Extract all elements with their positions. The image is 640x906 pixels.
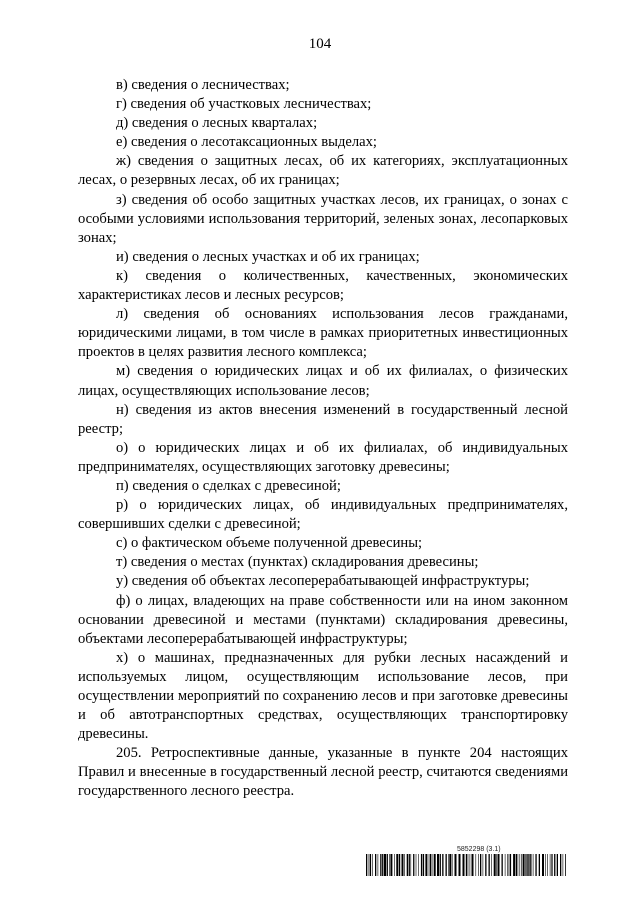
barcode-bar [505,854,506,876]
barcode-bar [535,854,536,876]
body-text [78,76,568,802]
paragraph-s: с) о фактическом объеме полученной древесины; [116,535,423,552]
barcode-bar [530,854,531,876]
barcode-bar [478,854,479,876]
barcode-bar [375,854,376,876]
paragraph-v: в) сведения о лесничествах; [116,77,290,93]
barcode-bar [521,854,522,876]
barcode-bar [476,854,477,876]
paragraph-t: т) сведения о местах (пунктах) складирования древесины; [116,554,479,571]
barcode-bar [448,854,449,876]
paragraph-o: о) о юридических лицах и об их филиалах, об индивидуальных предпринимателях, осуществляющих заготовку древесины; [78,439,568,475]
paragraph-z: з) сведения об особо защитных участках лесов, их границах, о зонах с особыми условиями использования территорий, зеленых зонах, лесопарковых зонах; [78,191,568,246]
barcode [366,854,566,876]
barcode-bar [472,854,474,876]
paragraph-l: л) сведения об основаниях использования лесов гражданами, юридическими лицами, в том числе в рамках приоритетных инвестиционных проектов в целях развития лесного комплекса; [78,306,568,361]
barcode-bar [407,854,408,876]
barcode-bar [370,854,371,876]
barcode-bar [563,854,564,876]
barcode-bar [526,854,527,876]
barcode-bar [494,854,496,876]
barcode-bar [430,854,431,876]
barcode-bar [449,854,451,876]
barcode-bar [485,854,486,876]
document-code: 5852298 (3.1) [457,846,501,853]
paragraph-f: ф) о лицах, владеющих на праве собственности или на ином законном основании древесиной и местами (пунктами) складирования древесины, объектами лесоперерабатывающей инфраструктуры; [78,592,568,647]
barcode-bar [416,854,417,876]
paragraph-205: 205. Ретроспективные данные, указанные в пункте 204 настоящих Правил и внесенные в государственный лесной реестр, считаются сведениями государственного лесного реестра. [78,745,568,800]
barcode-bar [390,854,392,876]
barcode-bar [557,854,558,876]
barcode-bar [421,854,422,876]
paragraph-d: д) сведения о лесных кварталах; [116,115,318,132]
barcode-bar [498,854,500,876]
barcode-bar [509,854,510,876]
paragraph-u: у) сведения об объектах лесоперерабатывающей инфраструктуры; [116,573,530,590]
barcode-bar [380,854,381,876]
barcode-bar [404,854,405,876]
paragraph-n: н) сведения из актов внесения изменений в государственный лесной реестр; [78,401,568,437]
barcode-bar [513,854,515,876]
barcode-bar [418,854,419,876]
barcode-bar [440,854,441,876]
barcode-bar [409,854,410,876]
paragraph-e: е) сведения о лесотаксационных выделах; [116,134,377,151]
barcode-bar [394,854,395,876]
barcode-bar [463,854,465,876]
paragraph-p: п) сведения о сделках с древесиной; [116,477,341,494]
paragraph-kh: х) о машинах, предназначенных для рубки лесных насаждений и используемых лицом, осуществляющим использование лесов, при осуществлении мероприятий по сохранению лесов и при заготовке древесины и об автотранспортных средствах, осуществляющих транспортировку древесины. [78,649,568,743]
barcode-bar [429,854,430,876]
barcode-bar [550,854,551,876]
barcode-bar [442,854,443,876]
barcode-bar [554,854,555,876]
barcode-bar [516,854,517,876]
barcode-bar [452,854,453,876]
barcode-bar [378,854,379,876]
barcode-bar [491,854,492,876]
barcode-bar [369,854,370,876]
barcode-bar [545,854,546,876]
barcode-bar [468,854,469,876]
paragraph-g: г) сведения об участковых лесничествах; [116,96,372,113]
barcode-bar [366,854,367,876]
barcode-bar [547,854,548,876]
barcode-bar [565,854,566,876]
barcode-bar [455,854,457,876]
barcode-bar [507,854,508,876]
barcode-bar [402,854,404,876]
barcode-bar [489,854,490,876]
barcode-bar [502,854,503,876]
barcode-bar [551,854,552,876]
barcode-bar [525,854,526,876]
barcode-bar [413,854,414,876]
barcode-bar [399,854,400,876]
barcode-bar [520,854,521,876]
barcode-bar [425,854,427,876]
page-number: 104 [308,36,332,52]
barcode-bar [466,854,467,876]
barcode-bar [552,854,553,876]
barcode-bar [483,854,484,876]
barcode-bar [480,854,481,876]
barcode-bar [533,854,534,876]
barcode-bar [432,854,433,876]
barcode-bar [372,854,373,876]
barcode-bar [518,854,519,876]
barcode-bar [396,854,398,876]
barcode-bar [423,854,424,876]
paragraph-i: и) сведения о лесных участках и об их границах; [116,248,420,265]
barcode-bar [387,854,388,876]
barcode-bar [560,854,561,876]
barcode-bar [389,854,390,876]
paragraph-m: м) сведения о юридических лицах и об их филиалах, о физических лицах, осуществляющих использование лесов; [78,363,568,399]
barcode-bar [384,854,386,876]
barcode-bar [528,854,529,876]
barcode-bar [542,854,544,876]
barcode-bar [446,854,447,876]
paragraph-zh: ж) сведения о защитных лесах, об их категориях, эксплуатационных лесах, о резервных лесах, об их границах; [78,153,568,189]
barcode-bar [496,854,497,876]
barcode-bar [459,854,461,876]
barcode-bar [470,854,471,876]
barcode-bar [523,854,525,876]
barcode-bar [382,854,383,876]
barcode-bar [510,854,511,876]
barcode-bar [437,854,439,876]
barcode-bar [411,854,412,876]
barcode-bar [434,854,436,876]
paragraph-k: к) сведения о количественных, качественных, экономических характеристиках лесов и лесных ресурсов; [78,267,568,304]
barcode-bar [539,854,540,876]
paragraph-r: р) о юридических лицах, об индивидуальных предпринимателях, совершивших сделки с древесиной; [78,497,568,533]
